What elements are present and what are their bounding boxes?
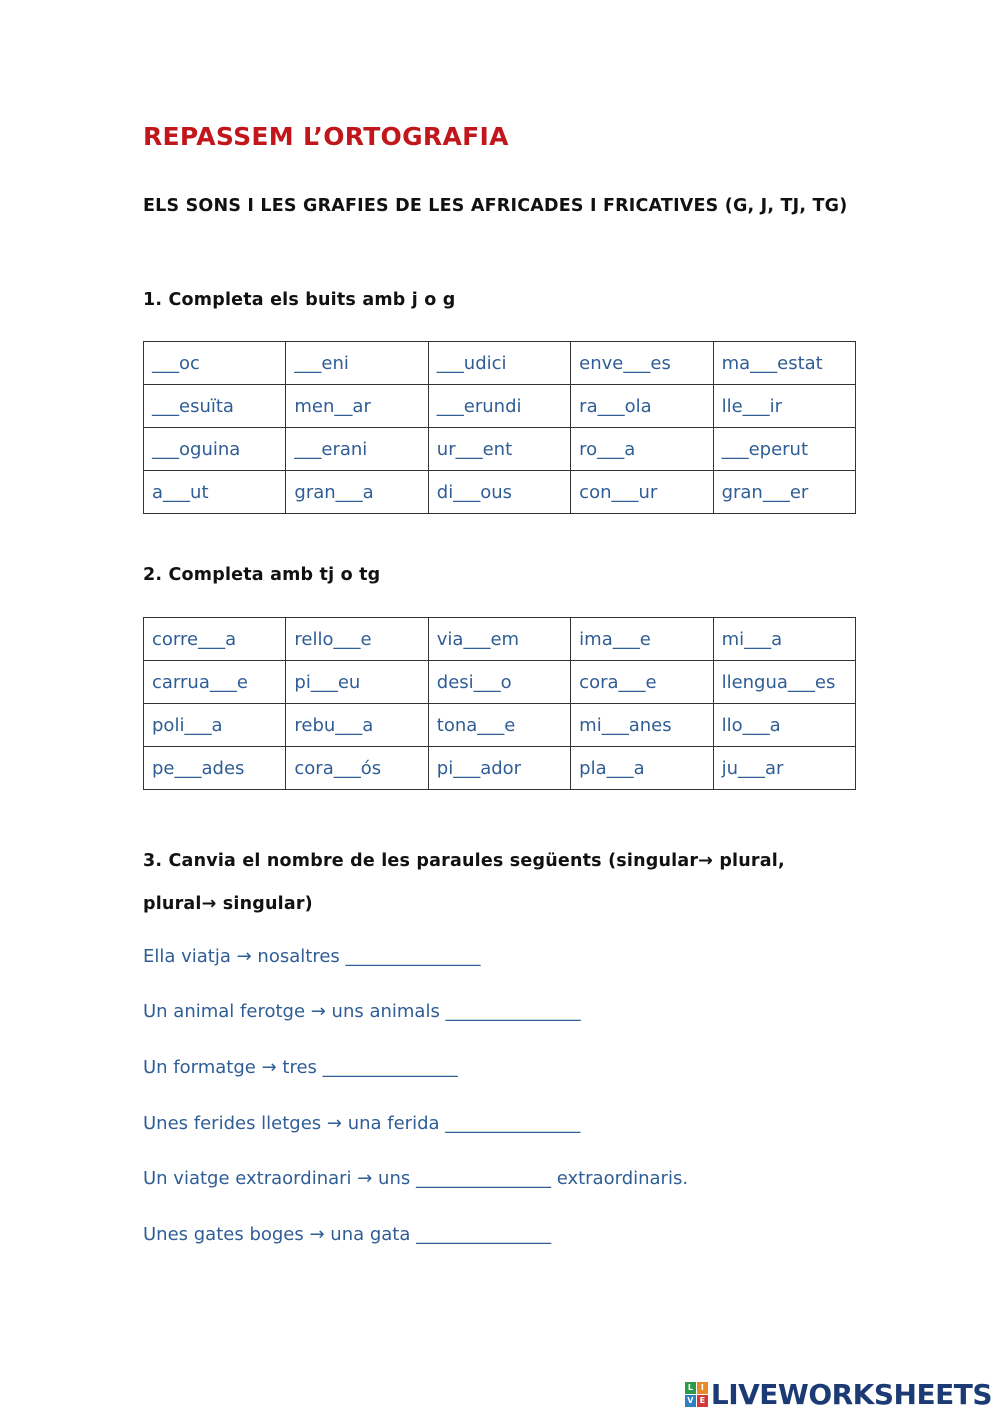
exercise-1-cell[interactable]: ___erundi <box>428 385 570 428</box>
exercise-3-item[interactable]: Ella viatja → nosaltres _______________ <box>143 946 481 967</box>
logo-mark-letter: V <box>685 1395 696 1407</box>
exercise-3-item[interactable]: Un viatge extraordinari → uns _______________ extraordinaris. <box>143 1168 689 1189</box>
exercise-1-cell[interactable]: lle___ir <box>713 385 855 428</box>
exercise-1-table <box>143 341 856 514</box>
exercise-1-row <box>144 428 856 471</box>
exercise-3-item[interactable]: Unes gates boges → una gata _______________ <box>143 1224 552 1245</box>
exercise-2-cell[interactable]: cora___e <box>571 661 713 704</box>
exercise-1-cell[interactable]: ___oc <box>144 342 286 385</box>
exercise-1-cell[interactable]: ro___a <box>571 428 713 471</box>
exercise-1-cell[interactable]: di___ous <box>428 471 570 514</box>
exercise-1-cell[interactable]: a___ut <box>144 471 286 514</box>
logo-mark-letter: L <box>685 1382 696 1394</box>
logo-text: LIVEWORKSHEETS <box>710 1378 992 1411</box>
exercise-2-cell[interactable]: llengua___es <box>713 661 855 704</box>
exercise-2-table <box>143 617 856 790</box>
exercise-1-row <box>144 385 856 428</box>
exercise-1-cell[interactable]: ___udici <box>428 342 570 385</box>
exercise-1-cell[interactable]: ur___ent <box>428 428 570 471</box>
exercise-1-heading: 1. Completa els buits amb j o g <box>143 290 456 310</box>
exercise-2-row <box>144 661 856 704</box>
exercise-2-cell[interactable]: pi___eu <box>286 661 428 704</box>
exercise-1-cell[interactable]: ___eperut <box>713 428 855 471</box>
exercise-1-cell[interactable]: ___erani <box>286 428 428 471</box>
exercise-2-cell[interactable]: rello___e <box>286 618 428 661</box>
exercise-2-cell[interactable]: ju___ar <box>713 747 855 790</box>
page-title: REPASSEM L’ORTOGRAFIA <box>143 122 509 151</box>
exercise-2-cell[interactable]: desi___o <box>428 661 570 704</box>
exercise-2-cell[interactable]: cora___ós <box>286 747 428 790</box>
exercise-3-item[interactable]: Unes ferides lletges → una ferida _______________ <box>143 1113 581 1134</box>
exercise-2-cell[interactable]: mi___anes <box>571 704 713 747</box>
exercise-1-cell[interactable]: enve___es <box>571 342 713 385</box>
exercise-2-cell[interactable]: mi___a <box>713 618 855 661</box>
liveworksheets-logo <box>685 1378 992 1411</box>
exercise-2-cell[interactable]: corre___a <box>144 618 286 661</box>
exercise-2-row <box>144 618 856 661</box>
exercise-2-cell[interactable]: poli___a <box>144 704 286 747</box>
exercise-2-row <box>144 704 856 747</box>
logo-mark-letter: I <box>697 1382 708 1394</box>
exercise-1-cell[interactable]: ___eni <box>286 342 428 385</box>
exercise-1-cell[interactable]: ___oguina <box>144 428 286 471</box>
exercise-1-cell[interactable]: ma___estat <box>713 342 855 385</box>
exercise-2-cell[interactable]: pe___ades <box>144 747 286 790</box>
exercise-1-cell[interactable]: gran___a <box>286 471 428 514</box>
exercise-1-cell[interactable]: men__ar <box>286 385 428 428</box>
logo-mark-letter: E <box>697 1395 708 1407</box>
exercise-2-cell[interactable]: pla___a <box>571 747 713 790</box>
exercise-2-cell[interactable]: via___em <box>428 618 570 661</box>
exercise-2-cell[interactable]: pi___ador <box>428 747 570 790</box>
exercise-1-row <box>144 342 856 385</box>
liveworksheets-mark-icon <box>685 1382 709 1408</box>
exercise-2-cell[interactable]: carrua___e <box>144 661 286 704</box>
exercise-3-item[interactable]: Un animal ferotge → uns animals _______________ <box>143 1001 581 1022</box>
exercise-1-cell[interactable]: con___ur <box>571 471 713 514</box>
exercise-1-row <box>144 471 856 514</box>
exercise-2-cell[interactable]: tona___e <box>428 704 570 747</box>
exercise-2-cell[interactable]: llo___a <box>713 704 855 747</box>
exercise-2-cell[interactable]: rebu___a <box>286 704 428 747</box>
exercise-2-heading: 2. Completa amb tj o tg <box>143 565 381 585</box>
exercise-3-heading: 3. Canvia el nombre de les paraules següents (singular→ plural, plural→ singular) <box>143 851 785 914</box>
exercise-1-cell[interactable]: ra___ola <box>571 385 713 428</box>
exercise-1-cell[interactable]: gran___er <box>713 471 855 514</box>
exercise-1-cell[interactable]: ___esuïta <box>144 385 286 428</box>
exercise-2-row <box>144 747 856 790</box>
section-subtitle: ELS SONS I LES GRAFIES DE LES AFRICADES I FRICATIVES (G, J, TJ, TG) <box>143 196 848 216</box>
exercise-3-item[interactable]: Un formatge → tres _______________ <box>143 1057 458 1078</box>
exercise-2-cell[interactable]: ima___e <box>571 618 713 661</box>
